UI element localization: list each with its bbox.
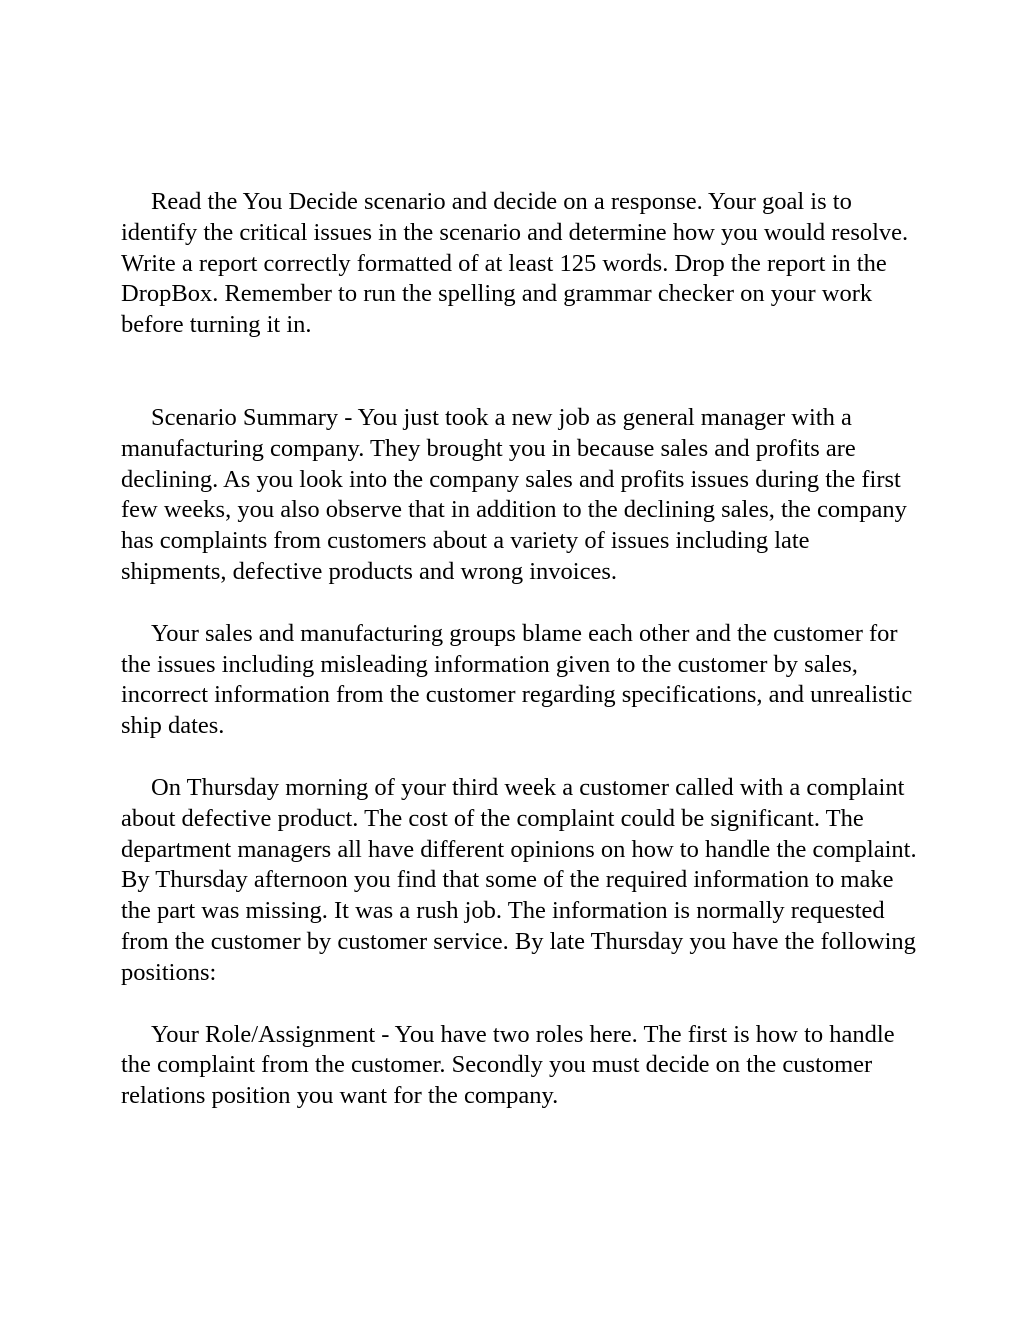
document-body (121, 187, 921, 1112)
paragraph-role-assignment: Your Role/Assignment - You have two roles here. The first is how to handle the complaint from the customer. Secondly you must decide on the customer relations position you want for the company. (121, 1020, 895, 1110)
paragraph-spacer (121, 742, 921, 773)
paragraph-thursday-complaint: On Thursday morning of your third week a customer called with a complaint about defective product. The cost of the complaint could be significant. The department managers all have different opinions on how to handle the complaint. By Thursday afternoon you find that some of the required information to make the part was missing. It was a rush job. The information is normally requested from the customer by customer service. By late Thursday you have the following positions: (121, 773, 917, 986)
paragraph-spacer (121, 588, 921, 619)
paragraph-spacer (121, 341, 921, 403)
paragraph-instructions: Read the You Decide scenario and decide on a response. Your goal is to identify the critical issues in the scenario and determine how you would resolve. Write a report correctly formatted of at least 125 words. Drop the report in the DropBox. Remember to run the spelling and grammar checker on your work before turning it in. (121, 188, 909, 339)
paragraph-sales-manufacturing: Your sales and manufacturing groups blame each other and the customer for the issues including misleading information given to the customer by sales, incorrect information from the customer regarding specifications, and unrealistic ship dates. (121, 619, 913, 740)
paragraph-scenario-summary: Scenario Summary - You just took a new job as general manager with a manufacturing company. They brought you in because sales and profits are declining. As you look into the company sales and profits issues during the first few weeks, you also observe that in addition to the declining sales, the company has complaints from customers about a variety of issues including late shipments, defective products and wrong invoices. (121, 403, 907, 585)
paragraph-spacer (121, 989, 921, 1020)
